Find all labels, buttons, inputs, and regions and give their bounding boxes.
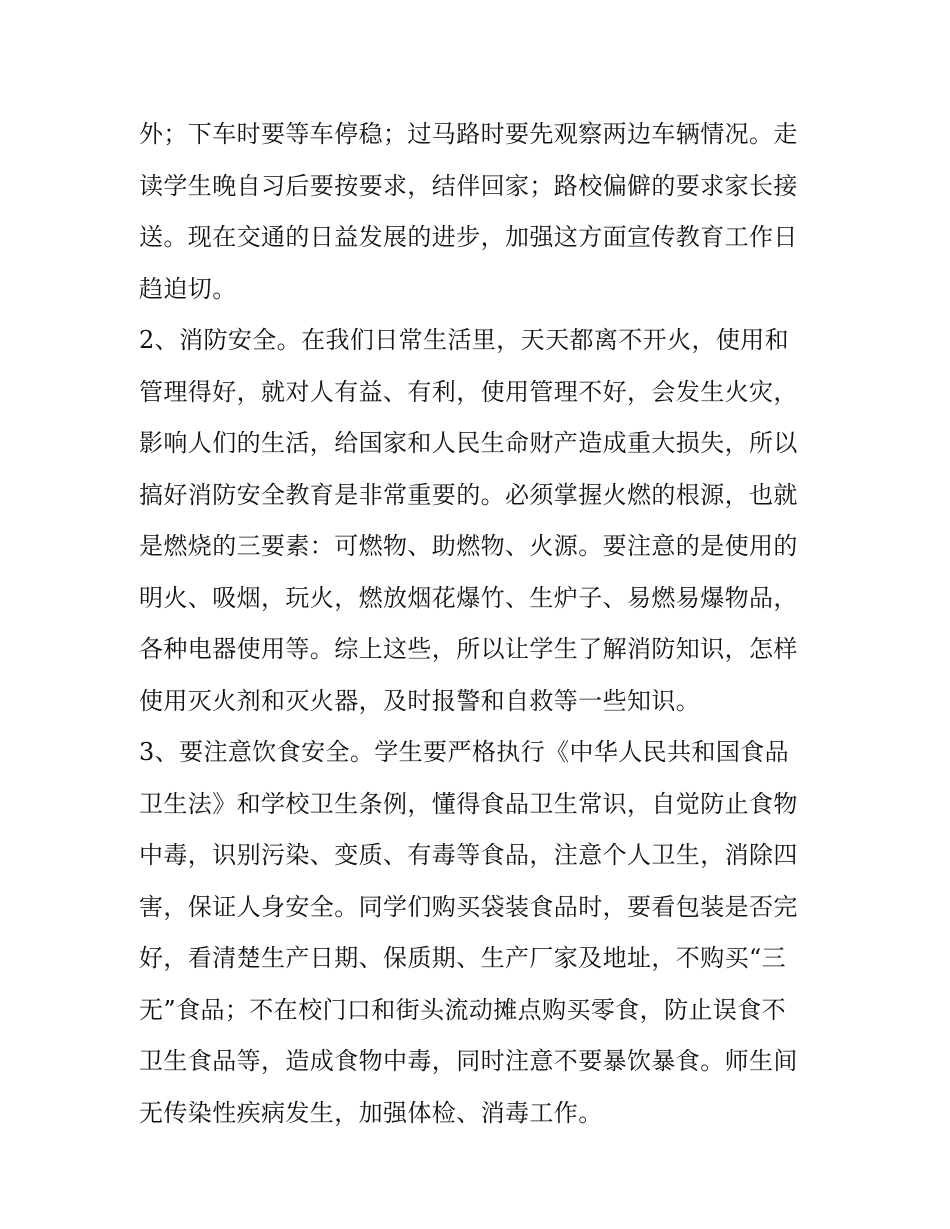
text-line: 无传染性疾病发生，加强体检、消毒工作。 [139, 1098, 603, 1127]
text-line: 明火、吸烟，玩火，燃放烟花爆竹、生炉子、易燃易爆物品， [139, 583, 798, 612]
text-line: 趋迫切。 [139, 274, 237, 303]
text-line: 影响人们的生活，给国家和人民生命财产造成重大损失，所以 [139, 429, 798, 457]
text-line: 2、消防安全。在我们日常生活里，天天都离不开火，使用和 [139, 326, 790, 354]
text-line: 中毒，识别污染、变质、有毒等食品，注意个人卫生，消除四 [139, 841, 798, 869]
text-line: 管理得好，就对人有益、有利，使用管理不好，会发生火灾， [139, 377, 798, 406]
text-line: 卫生法》和学校卫生条例，懂得食品卫生常识，自觉防止食物 [139, 789, 798, 818]
text-line: 3、要注意饮食安全。学生要严格执行《中华人民共和国食品 [139, 738, 790, 766]
text-line: 搞好消防安全教育是非常重要的。必须掌握火燃的根源，也就 [139, 480, 798, 509]
text-line: 读学生晚自习后要按要求，结伴回家；路校偏僻的要求家长接 [139, 171, 798, 200]
text-line: 害，保证人身安全。同学们购买袋装食品时，要看包装是否完 [139, 892, 798, 921]
text-line: 各种电器使用等。综上这些，所以让学生了解消防知识，怎样 [139, 635, 798, 663]
text-line: 外；下车时要等车停稳；过马路时要先观察两边车辆情况。走 [139, 120, 798, 148]
text-line: 是燃烧的三要素：可燃物、助燃物、火源。要注意的是使用的 [139, 532, 798, 560]
text-line: 卫生食品等，造成食物中毒，同时注意不要暴饮暴食。师生间 [139, 1047, 798, 1075]
text-line: 使用灭火剂和灭火器，及时报警和自救等一些知识。 [139, 686, 701, 715]
text-line: 无”食品；不在校门口和街头流动摊点购买零食，防止误食不 [139, 995, 787, 1024]
text-line: 好，看清楚生产日期、保质期、生产厂家及地址，不购买“三 [139, 944, 787, 972]
text-line: 送。现在交通的日益发展的进步，加强这方面宣传教育工作日 [139, 223, 798, 251]
body-text [139, 109, 819, 1139]
